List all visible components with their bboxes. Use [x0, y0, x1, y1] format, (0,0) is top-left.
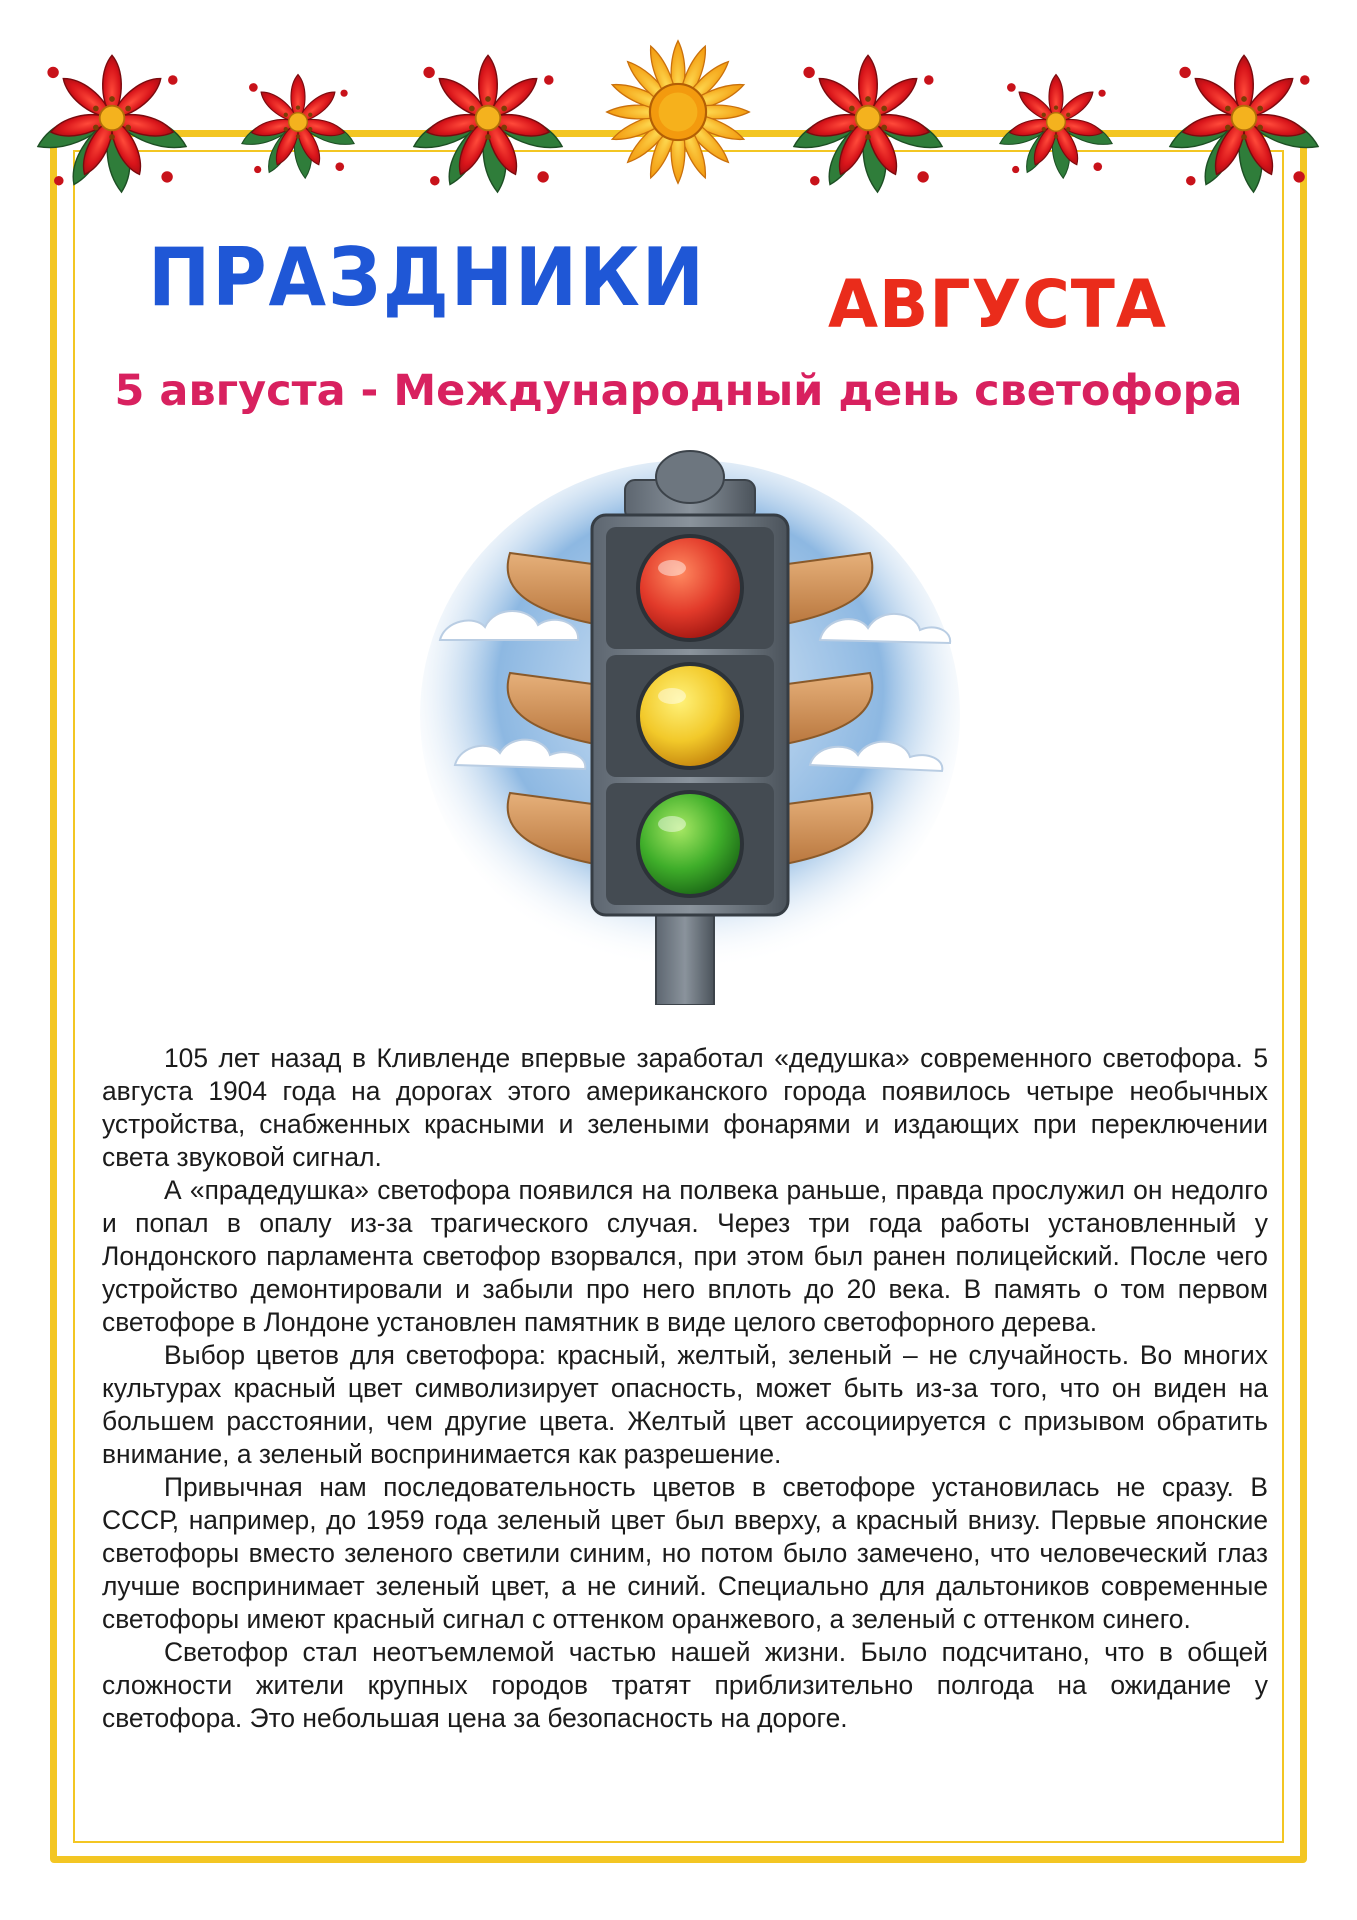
article-paragraph: А «прадедушка» светофора появился на полвека раньше, правда прослужил он недолго и попал в опалу из-за трагического случая. Через три года работы установленный у Лондонского парламента светофор взорвался, при этом был ранен полицейский. После чего устройство демонтировали и забыли про него вплоть до 20 века. В память о том первом светофоре в Лондоне установлен памятник в виде целого светофорного дерева. [102, 1175, 1268, 1337]
article-paragraph: Привычная нам последовательность цветов в светофоре установилась не сразу. В СССР, например, до 1959 года зеленый цвет был вверху, а красный внизу. Первые японские светофоры вместо зеленого светили синим, но потом было замечено, что человеческий глаз лучше воспринимает зеленый цвет, а не синий. Специально для дальтоников современные светофоры имеют красный сигнал с оттенком оранжевого, а зеленый с оттенком синего. [102, 1472, 1268, 1634]
yellow-flower-icon [607, 41, 750, 184]
red-flower-icon [794, 55, 942, 192]
article-paragraph: Выбор цветов для светофора: красный, желтый, зеленый – не случайность. Во многих культурах красный цвет символизирует опасность, может быть из-за того, что он виден на большем расстоянии, чем другие цвета. Желтый цвет ассоциируется с призывом обратить внимание, а зеленый воспринимается как разрешение. [102, 1340, 1268, 1469]
holidays-title: ПРАЗДНИКИ [148, 231, 706, 324]
red-flower-icon [414, 55, 562, 192]
month-title: АВГУСТА [828, 266, 1167, 343]
red-flower-icon [242, 74, 354, 178]
red-flower-icon [38, 55, 186, 192]
flower-garland [0, 0, 1357, 240]
article-paragraph: Светофор стал неотъемлемой частью нашей жизни. Было подсчитано, что в общей сложности жители крупных городов тратят приблизительно полгода на ожидание у светофора. Это небольшая цена за безопасность на дороге. [102, 1637, 1268, 1733]
article-body [102, 1042, 1268, 1735]
red-flower-icon [1170, 55, 1318, 192]
page-subtitle: 5 августа - Международный день светофора [114, 366, 1243, 416]
red-flower-icon [1000, 74, 1112, 178]
article-paragraph: 105 лет назад в Кливленде впервые заработал «дедушка» современного светофора. 5 августа 1904 года на дорогах этого американского города появилось четыре необычных устройства, снабженных красными и зелеными фонарями и издающих при переключении света звуковой сигнал. [102, 1043, 1268, 1172]
traffic-light-icon [400, 435, 980, 1005]
